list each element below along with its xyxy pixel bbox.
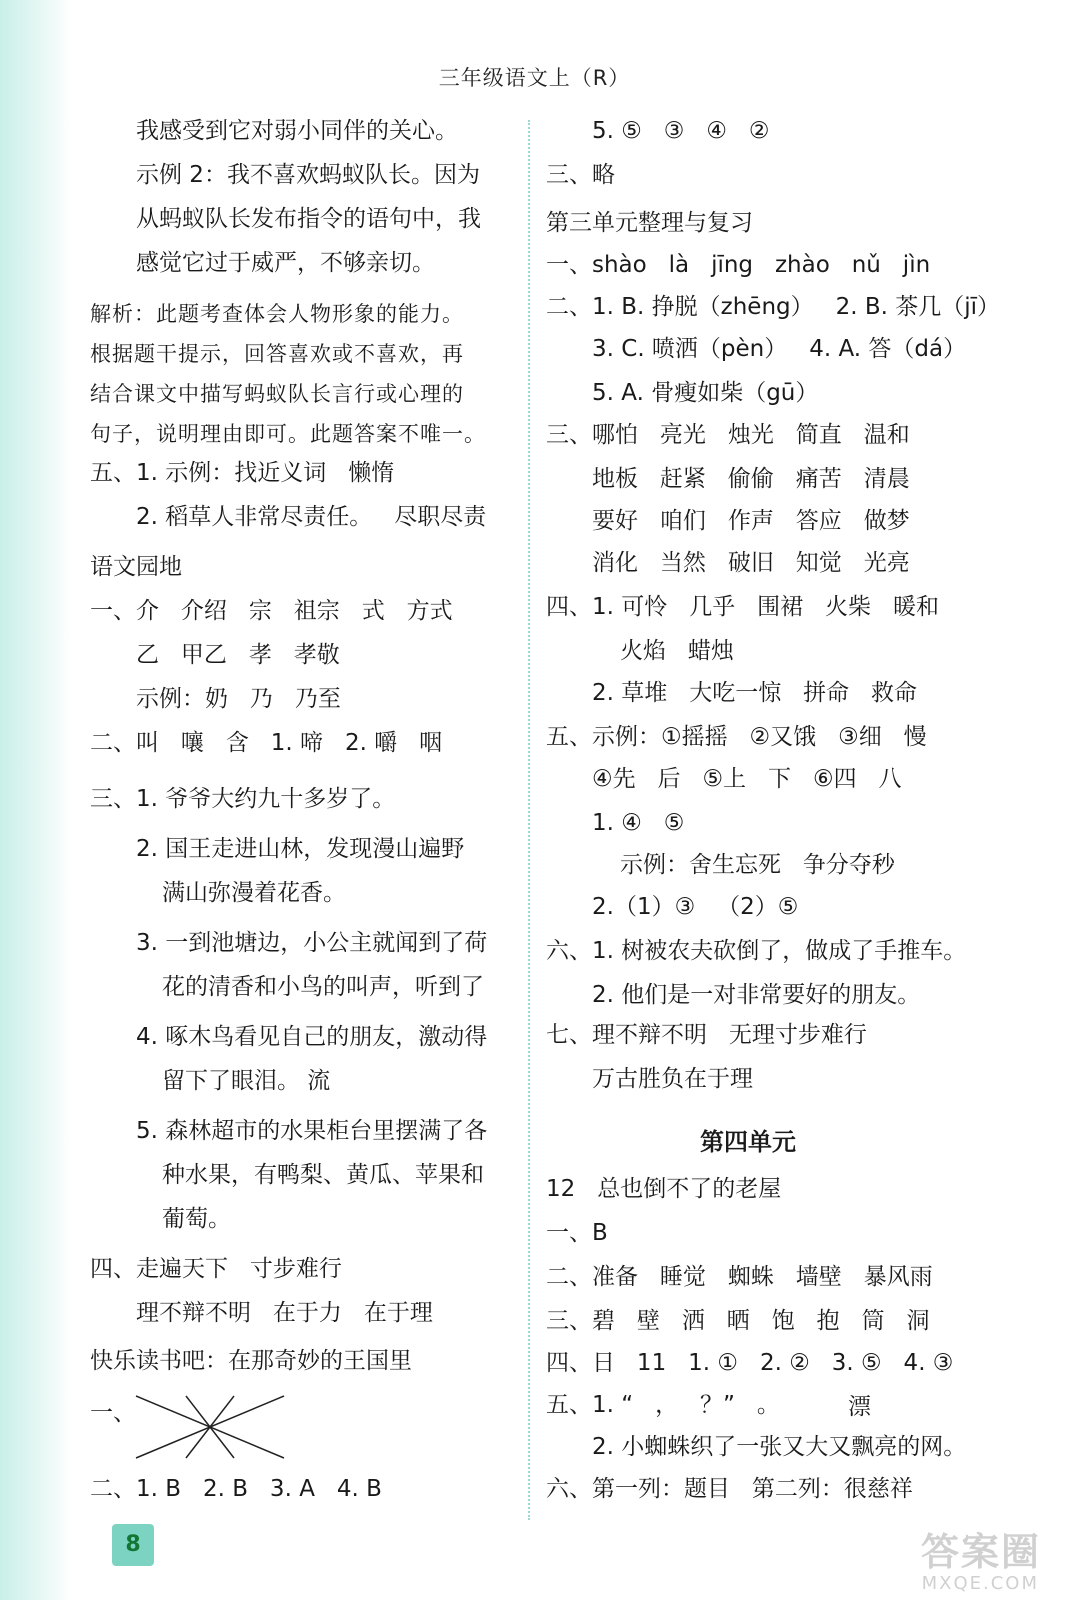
text-line: 3. 一到池塘边，小公主就闻到了荷 (136, 930, 488, 956)
text-line: 消化 当然 破旧 知觉 光亮 (592, 550, 910, 576)
text-line: 二、1. B. 挣脱（zhēng） 2. B. 茶几（jī） (546, 294, 1001, 320)
text-line: 六、1. 树被农夫砍倒了，做成了手推车。 (546, 938, 967, 964)
text-line: 我感受到它对弱小同伴的关心。 (136, 118, 458, 144)
text-line: 1. ④ ⑤ (592, 810, 685, 836)
text-line: 五、1. 示例：找近义词 懒惰 (90, 460, 395, 486)
text-line: 乙 甲乙 孝 孝敬 (136, 642, 340, 668)
text-line: 万古胜负在于理 (592, 1066, 753, 1092)
text-line: 葡萄。 (162, 1206, 231, 1232)
matching-lines-diagram (130, 1392, 290, 1462)
text-line: 一、B (546, 1220, 608, 1246)
watermark-logo: 答案圈 (920, 1530, 1041, 1574)
text-line: 4. 啄木鸟看见自己的朋友，激动得 (136, 1024, 488, 1050)
text-line: 种水果，有鸭梨、黄瓜、苹果和 (162, 1162, 484, 1188)
text-line: 花的清香和小鸟的叫声，听到了 (162, 974, 484, 1000)
text-line: 地板 赶紧 偷偷 痛苦 清晨 (592, 466, 910, 492)
page-header: 三年级语文上（R） (438, 66, 631, 90)
section-heading: 第三单元整理与复习 (546, 210, 753, 236)
text-line: 六、第一列：题目 第二列：很慈祥 (546, 1476, 913, 1502)
text-line: 3. C. 喷洒（pèn） 4. A. 答（dá） (592, 336, 967, 362)
text-line: 四、走遍天下 寸步难行 (90, 1256, 342, 1282)
text-line: 二、准备 睡觉 蜘蛛 墙壁 暴风雨 (546, 1264, 933, 1290)
text-line: 五、1. “ ， ？” 。 (546, 1392, 780, 1418)
text-line: 12 总也倒不了的老屋 (546, 1176, 782, 1202)
watermark-url: MXQE.COM (921, 1573, 1039, 1594)
text-line: 五、示例：①摇摇 ②又饿 ③细 慢 (546, 724, 927, 750)
text-line: 2. 他们是一对非常要好的朋友。 (592, 982, 921, 1008)
analysis-line: 结合课文中描写蚂蚁队长言行或心理的 (90, 382, 464, 406)
text-line: 三、哪怕 亮光 烛光 简直 温和 (546, 422, 910, 448)
text-line: 火焰 蜡烛 (620, 638, 734, 664)
analysis-line: 根据题干提示，回答喜欢或不喜欢，再 (90, 342, 464, 366)
text-line: 2. 小蜘蛛织了一张又大又飘亮的网。 (592, 1434, 967, 1460)
text-line: 要好 咱们 作声 答应 做梦 (592, 508, 910, 534)
text-line: 5. ⑤ ③ ④ ② (592, 118, 770, 144)
text-line: 二、叫 嚷 含 1. 啼 2. 嚼 咽 (90, 730, 443, 756)
text-line: 三、碧 壁 洒 晒 饱 抱 筒 洞 (546, 1308, 930, 1334)
text-line: 5. A. 骨瘦如柴（gū） (592, 380, 819, 406)
correction-mark: 漂 (848, 1394, 871, 1420)
text-line: 一、 (90, 1400, 136, 1426)
text-line: 2. 草堆 大吃一惊 拼命 救命 (592, 680, 918, 706)
page-number: 8 (112, 1524, 154, 1566)
text-line: 七、理不辩不明 无理寸步难行 (546, 1022, 867, 1048)
column-divider (528, 120, 530, 1520)
text-line: 示例：奶 乃 乃至 (136, 686, 341, 712)
text-line: 感觉它过于威严，不够亲切。 (136, 250, 435, 276)
text-line: ④先 后 ⑤上 下 ⑥四 八 (592, 766, 902, 792)
text-line: 四、日 11 1. ① 2. ② 3. ⑤ 4. ③ (546, 1350, 954, 1376)
text-line: 一、shào là jīng zhào nǔ jìn (546, 252, 931, 278)
text-line: 示例：舍生忘死 争分夺秒 (620, 852, 895, 878)
text-line: 2. 国王走进山林，发现漫山遍野 (136, 836, 465, 862)
text-line: 留下了眼泪。 流 (162, 1068, 331, 1094)
analysis-line: 解析：此题考查体会人物形象的能力。 (90, 302, 464, 326)
section-heading: 语文园地 (90, 554, 182, 580)
text-line: 四、1. 可怜 几乎 围裙 火柴 暖和 (546, 594, 939, 620)
text-line: 5. 森林超市的水果柜台里摆满了各 (136, 1118, 488, 1144)
section-heading: 快乐读书吧：在那奇妙的王国里 (90, 1348, 412, 1374)
text-line: 满山弥漫着花香。 (162, 880, 346, 906)
text-line: 二、1. B 2. B 3. A 4. B (90, 1476, 382, 1502)
text-line: 示例 2：我不喜欢蚂蚁队长。因为 (136, 162, 480, 188)
text-line: 从蚂蚁队长发布指令的语句中，我 (136, 206, 481, 232)
text-line: 三、略 (546, 162, 615, 188)
unit-title: 第四单元 (700, 1128, 796, 1156)
text-line: 一、介 介绍 宗 祖宗 式 方式 (90, 598, 453, 624)
analysis-line: 句子，说明理由即可。此题答案不唯一。 (90, 422, 486, 446)
side-bar (0, 0, 72, 1600)
text-line: 2.（1）③ （2）⑤ (592, 894, 799, 920)
text-line: 2. 稻草人非常尽责任。 尽职尽责 (136, 504, 487, 530)
text-line: 三、1. 爷爷大约九十多岁了。 (90, 786, 396, 812)
text-line: 理不辩不明 在于力 在于理 (136, 1300, 433, 1326)
